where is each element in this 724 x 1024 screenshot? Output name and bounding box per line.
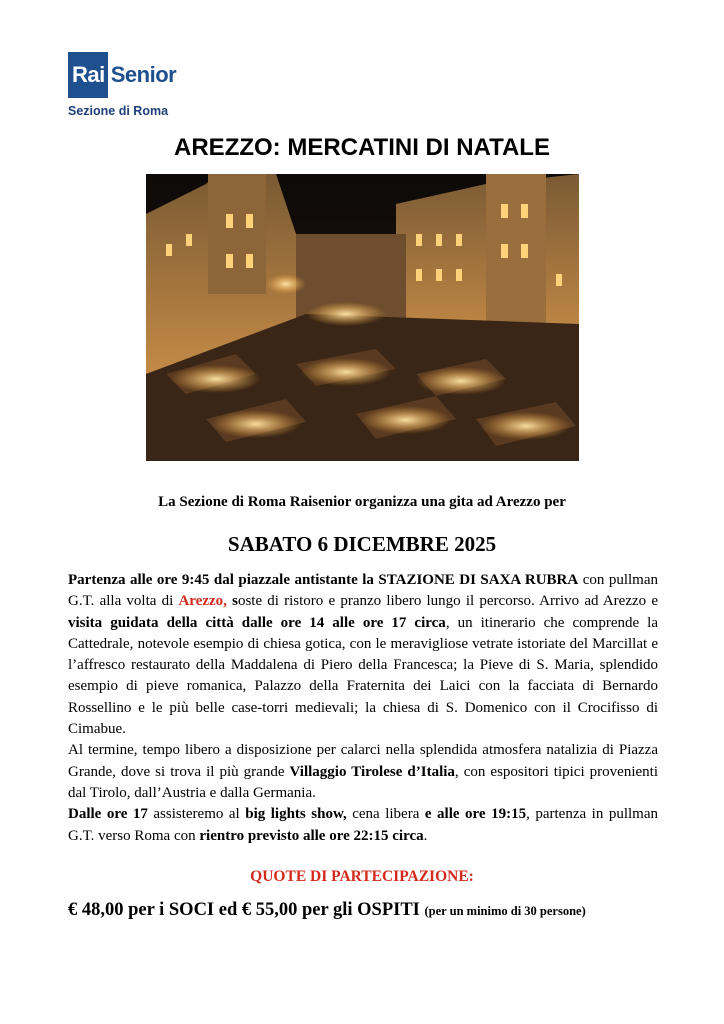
text: cena libera	[346, 806, 425, 823]
page-title: AREZZO: MERCATINI DI NATALE	[174, 134, 550, 161]
price-note: (per un minimo di 30 persone)	[424, 904, 586, 918]
text: , un itinerario che comprende la Cattedrale, notevole esempio di chiesa gotica, con le meravigliose vetrate istoriate del Marcillat e l’affresco restaurato della Maddalena di Piero della Francesca; la Pieve di S. Maria, splendido esempio di pieve romanica, Palazzo della Fraternita dei Laici con la facciata di Bernardo Rossellino e le più belle case-torri medievali; la chiesa di S. Domenico con il Crocifisso di Cimabue.	[68, 614, 658, 738]
text-bold: Dalle ore 17	[68, 806, 148, 823]
logo-senior-text: Senior	[110, 62, 177, 87]
intro-text: La Sezione di Roma Raisenior organizza una gita ad Arezzo per	[158, 494, 566, 510]
photo-tower-right	[486, 174, 546, 324]
photo-tower-left	[208, 174, 266, 294]
text: Al termine, tempo libero a disposizione per calarci nella splendida atmosfera natalizia di Piazza Grande, dove si trova il più grande	[68, 742, 658, 780]
text-bold: s	[226, 593, 238, 610]
program-description	[68, 570, 658, 847]
text-bold: Villaggio Tirolese d’Italia	[289, 763, 455, 780]
section-name: Sezione di Roma	[68, 104, 169, 118]
text-bold: big lights show,	[245, 806, 347, 823]
text: .	[423, 827, 428, 844]
text-bold: rientro previsto alle ore 22:15 circa	[199, 827, 424, 844]
paragraph-free-time	[68, 740, 658, 804]
paragraph-evening	[68, 804, 658, 847]
raisenior-logo	[68, 52, 176, 98]
paragraph-departure	[68, 570, 658, 740]
price-main: € 48,00 per i SOCI ed € 55,00 per gli OSPITI	[68, 900, 420, 920]
text: , partenza in pullman G.T. verso Roma con	[68, 806, 658, 844]
text-bold: visita guidata della città dalle ore 14 alle ore 17 circa	[68, 614, 446, 631]
logo-rai-text: Rai	[68, 52, 108, 98]
christmas-market-photo	[146, 174, 579, 461]
event-date: SABATO 6 DICEMBRE 2025	[227, 532, 497, 556]
price-line	[68, 900, 586, 921]
quotes-heading: QUOTE DI PARTECIPAZIONE:	[250, 868, 474, 885]
text-bold: Partenza alle ore 9:45 dal piazzale antistante la STAZIONE DI SAXA RUBRA	[68, 572, 579, 588]
text: oste di ristoro e pranzo libero lungo il percorso. Arrivo ad Arezzo e	[237, 593, 658, 610]
text-bold: e alle ore 19:15	[424, 806, 527, 823]
text: , con espositori tipici provenienti dal Tirolo, dall’Austria e dalla Germania.	[68, 763, 658, 801]
text: con pullman G.T. alla volta di	[68, 572, 658, 610]
text: assisteremo al	[147, 806, 246, 823]
text-highlight: Arezzo,	[178, 593, 227, 610]
